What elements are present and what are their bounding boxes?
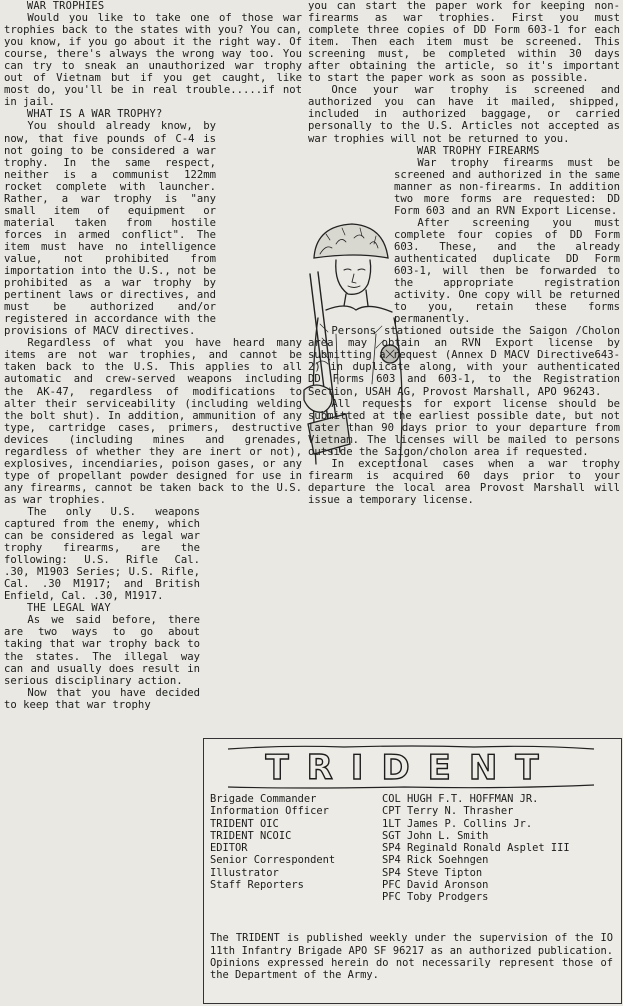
staff-name: SP4 Steve Tipton: [382, 866, 483, 879]
staff-row: [210, 879, 615, 891]
paragraph-legal-firearms: The only U.S. weapons captured from the enemy, which can be considered as legal war trophy firearms, are the following: U.S. Rifle Cal. .30, M1903 Series; U.S. Rifle, Cal. .30 M1917; and British Enfield, Cal. .30, M1917.: [4, 505, 200, 603]
masthead-title: TRIDENT: [265, 748, 557, 788]
paragraph-not-war-trophies: Regardless of what you have heard many items are not war trophies, and cannot be taken back to the U.S. This applies to all automatic and crew-served weapons including the AK-47, regardless of modifications to alter their serviceability (including welding the bolt shut). In addition, ammunition of any type, cartridge cases, primers, destructive devices (including mines and grenades, regardless of whether they are inert or not), explosives, incendiaries, poison gases, or any type of propellant powder designed for use in any firearms, cannot be taken back to the U.S. as war trophies.: [4, 337, 302, 506]
staff-role: Senior Correspondent: [210, 854, 336, 867]
heading-legal-way: THE LEGAL WAY: [26, 602, 111, 615]
staff-role: Information Officer: [210, 805, 329, 818]
staff-row: [210, 793, 615, 805]
paragraph-paperwork: you can start the paper work for keeping non-firearms as war trophies. First you must complete three copies of DD Form 603-1 for each item. Then each item must be screened. This screening must, be completed within 30 days after obtaining the article, so it's important to start the paper work as soon as possible.: [308, 0, 620, 85]
staff-role: Brigade Commander: [210, 793, 317, 805]
publication-note: The TRIDENT is published weekly under the supervision of the IO 11th Infantry Brigade APO SF 96217 as an authorized publication. Opinions expressed herein do not necessarily represent those of the Department of the Army.: [210, 932, 613, 982]
paragraph-exceptional: In exceptional cases when a war trophy firearm is acquired 60 days prior to your departure the local area Provost Marshall will issue a temporary license.: [308, 457, 620, 506]
right-column: [308, 0, 620, 506]
heading-war-trophies: WAR TROPHIES: [26, 0, 105, 12]
staff-name: SP4 Rick Soehngen: [382, 854, 489, 867]
paragraph-decided: Now that you have decided to keep that war trophy: [4, 686, 200, 711]
staff-list: [210, 793, 615, 904]
staff-row: [210, 842, 615, 854]
staff-name: SP4 Reginald Ronald Asplet III: [382, 842, 570, 855]
staff-role: [210, 891, 382, 903]
staff-role: TRIDENT NCOIC: [210, 829, 292, 842]
staff-role: TRIDENT OIC: [210, 817, 279, 830]
staff-name: COL HUGH F.T. HOFFMAN JR.: [382, 793, 539, 805]
staff-role: Staff Reporters: [210, 879, 304, 892]
masthead-box: [203, 738, 622, 1004]
staff-name: PFC David Aronson: [382, 879, 489, 892]
paragraph-definition: You should already know, by now, that five pounds of C-4 is not going to be considered a war trophy. In the same respect, neither is a communist 122mm rocket complete with launcher. Rather, a war trophy is "any small item of equipment or material taken from hostile forces in armed conflict". The item must have no intelligence value, not prohibited from importation into the U.S., not be prohibited as a war trophy by pertinent laws or directives, and must be authorized and/or registered in accordance with the provisions of MACV directives.: [4, 120, 216, 338]
heading-what-is-war-trophy: WHAT IS A WAR TROPHY?: [26, 108, 163, 121]
staff-row: [210, 891, 615, 903]
staff-name: CPT Terry N. Thrasher: [382, 805, 514, 818]
paragraph-requests: All requests for export license should be submitted at the earliest possible date, but not later than 90 days prior to your departure from Vietnam. The licenses will be mailed to persons outside the Saigon/cholon area if requested.: [308, 397, 620, 458]
paragraph-firearms: War trophy firearms must be screened and authorized in the same manner as non-firearms. In addition two more forms are requested: DD Form 603 and an RVN Export License.: [394, 156, 620, 217]
staff-row: [210, 818, 615, 830]
paragraph-screening: After screening you must complete four copies of DD Form 603. These, and the already authenticated duplicate DD Form 603-1, will then be forwarded to the appropriate registration activity. One copy will be returned to you, retain these forms permanently.: [394, 216, 620, 326]
staff-row: [210, 867, 615, 879]
staff-role: EDITOR: [210, 842, 248, 855]
staff-name: SGT John L. Smith: [382, 829, 489, 842]
paragraph-two-ways: As we said before, there are two ways to go about taking that war trophy back to the states. The illegal way can and usually does result in serious disciplinary action.: [4, 614, 200, 687]
heading-war-trophy-firearms: WAR TROPHY FIREARMS: [416, 144, 540, 157]
staff-role: Illustrator: [210, 866, 279, 879]
left-column: [4, 0, 302, 711]
staff-row: [210, 805, 615, 817]
staff-name: PFC Toby Prodgers: [382, 891, 489, 904]
staff-row: [210, 830, 615, 842]
paragraph-screened: Once your war trophy is screened and authorized you can have it mailed, shipped, included in authorized baggage, or carried personally to the U.S. Articles not accepted as war trophies will not be returned to you.: [308, 84, 620, 145]
paragraph-intro: Would you like to take one of those war trophies back to the states with you? You can, you know, if you go about it the right way. Of course, there's always the wrong way too. You can try to sneak an unauthorized war trophy out of Vietnam but if you get caught, like most do, you'll be in real trouble.....if not in jail.: [4, 12, 302, 109]
staff-name: 1LT James P. Collins Jr.: [382, 817, 533, 830]
trident-banner: [224, 743, 598, 791]
paragraph-saigon: Persons stationed outside the Saigon /Cholon area may obtain an RVN Export license by submitting a request (Annex D MACV Directive643-2) in duplicate along, with your authenticated DD Forms 603 and 603-1, to the Registration Section, USAH AG, Provost Marshall, APO 96243.: [308, 325, 620, 398]
staff-row: [210, 854, 615, 866]
